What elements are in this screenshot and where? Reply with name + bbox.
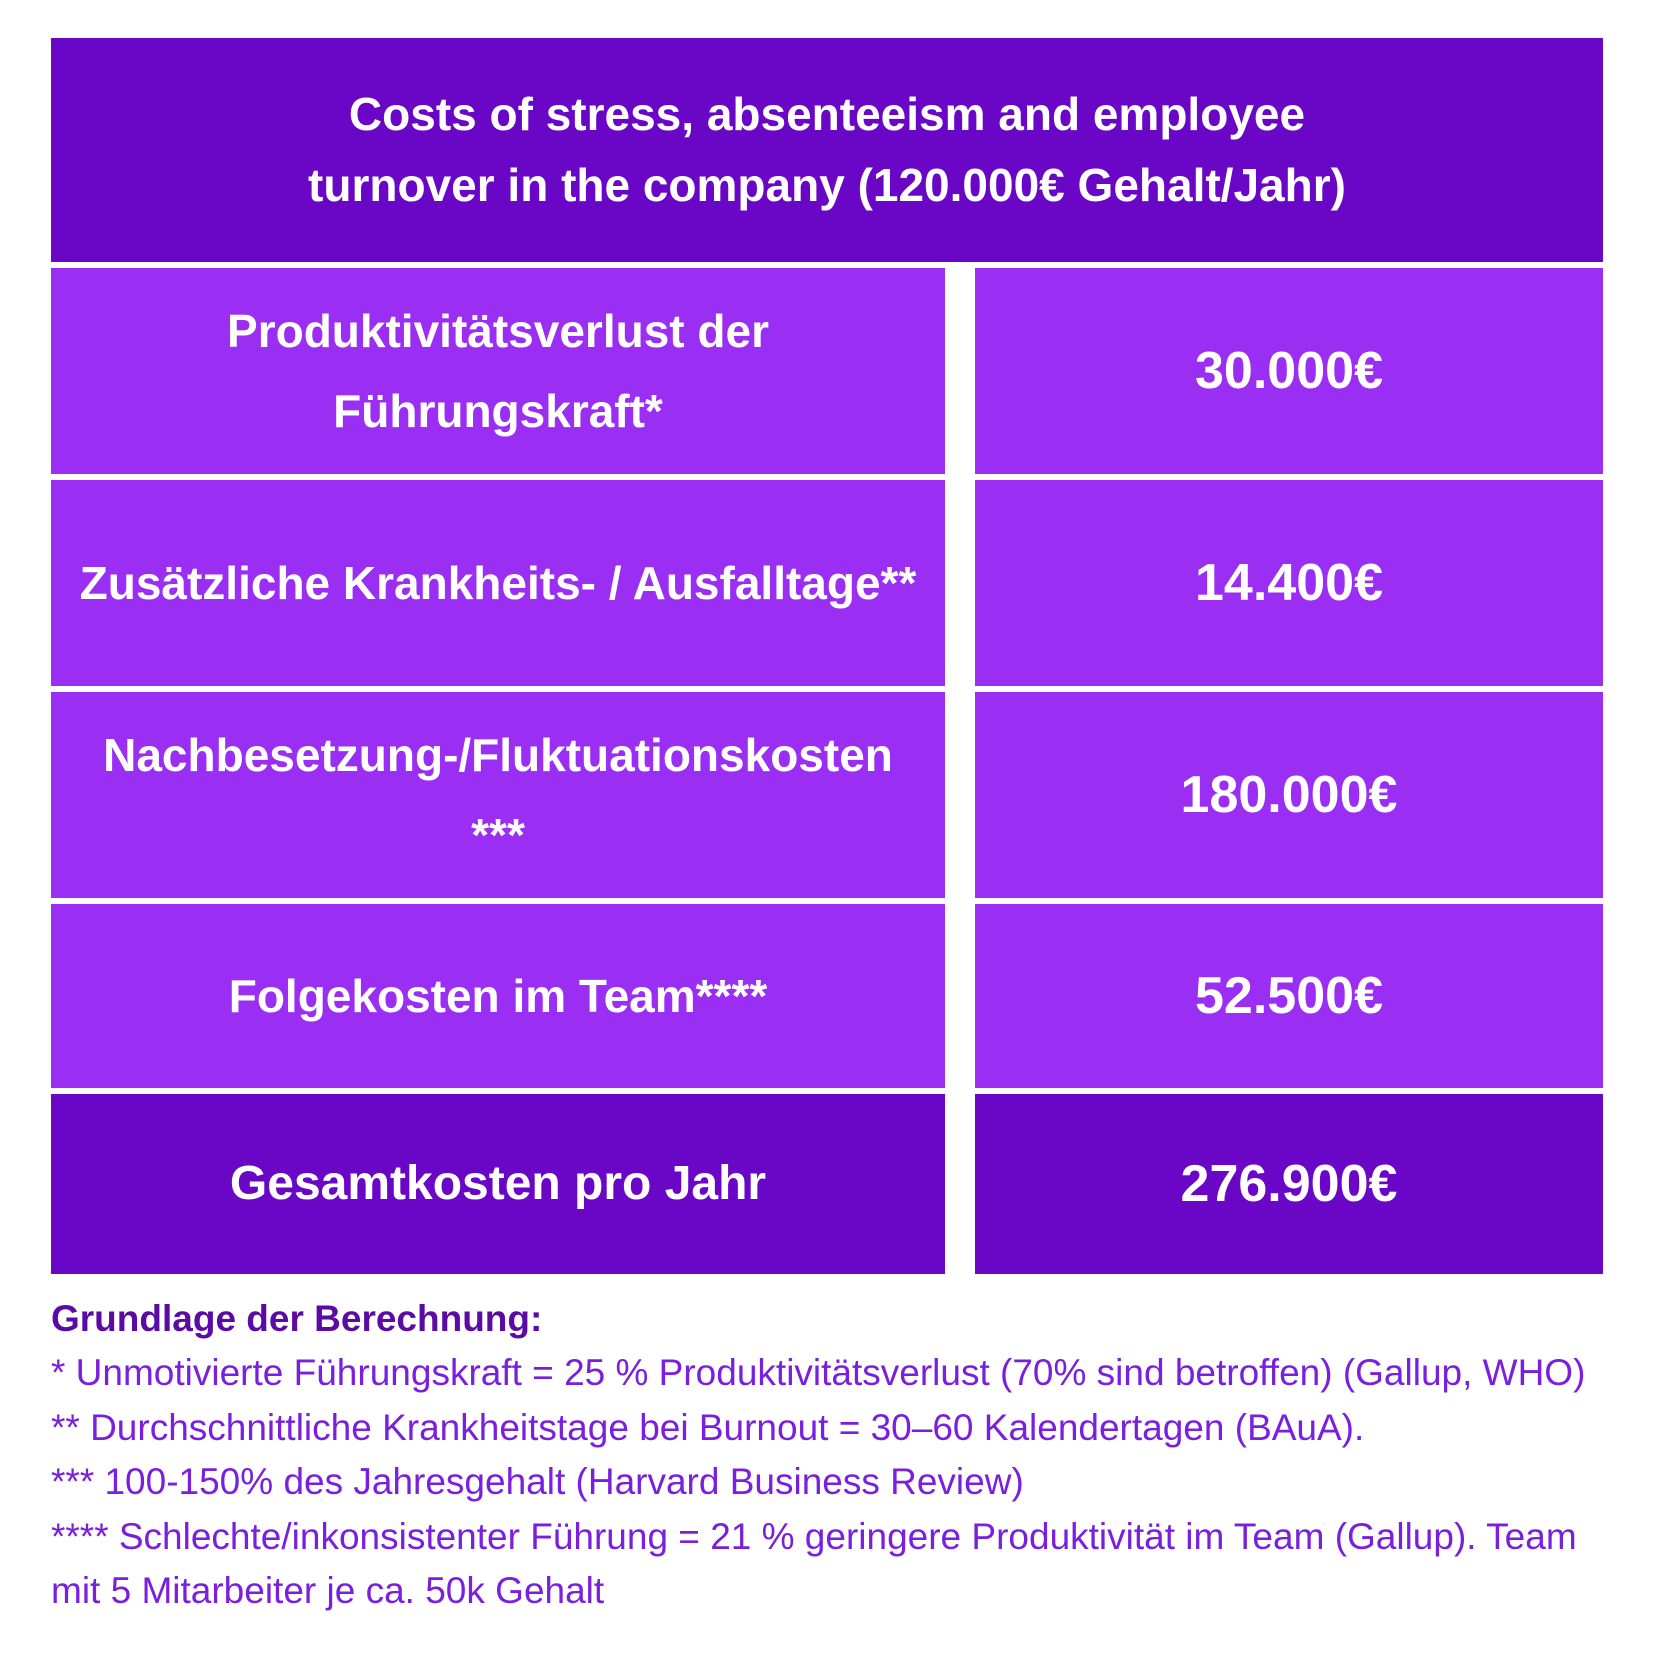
table-row — [51, 480, 1603, 686]
total-value-cell: 276.900€ — [975, 1094, 1603, 1274]
cost-table — [51, 38, 1603, 1274]
footnote-line: **** Schlechte/inkonsistenter Führung = 21 % geringere Produktivität im Team (Gallup). Team mit 5 Mitarbeiter je ca. 50k Gehalt — [51, 1515, 1577, 1611]
table-row — [51, 268, 1603, 474]
row-label-cell: Folgekosten im Team**** — [51, 904, 945, 1088]
row-label-cell: Nachbesetzung-/Fluktuationskosten *** — [51, 692, 945, 898]
table-total-row — [51, 1094, 1603, 1274]
table-header — [51, 38, 1603, 262]
row-value-cell: 180.000€ — [975, 692, 1603, 898]
row-value-cell: 30.000€ — [975, 268, 1603, 474]
row-value-cell: 52.500€ — [975, 904, 1603, 1088]
row-label-cell: Zusätzliche Krankheits- / Ausfalltage** — [51, 480, 945, 686]
table-row — [51, 692, 1603, 898]
row-label-cell: Produktivitätsverlust der Führungskraft* — [51, 268, 945, 474]
table-row — [51, 904, 1603, 1088]
footnotes-section — [51, 1292, 1603, 1618]
total-label-cell: Gesamtkosten pro Jahr — [51, 1094, 945, 1274]
footnotes-heading: Grundlage der Berechnung: — [51, 1298, 543, 1339]
table-title: Costs of stress, absenteeism and employee turnover in the company (120.000€ Gehalt/Jahr) — [308, 87, 1346, 211]
footnote-line: *** 100-150% des Jahresgehalt (Harvard Business Review) — [51, 1461, 1024, 1503]
row-value-cell: 14.400€ — [975, 480, 1603, 686]
footnote-line: ** Durchschnittliche Krankheitstage bei Burnout = 30–60 Kalendertagen (BAuA). — [51, 1406, 1365, 1448]
footnote-line: * Unmotivierte Führungskraft = 25 % Produktivitätsverlust (70% sind betroffen) (Gallup, WHO) — [51, 1352, 1586, 1394]
